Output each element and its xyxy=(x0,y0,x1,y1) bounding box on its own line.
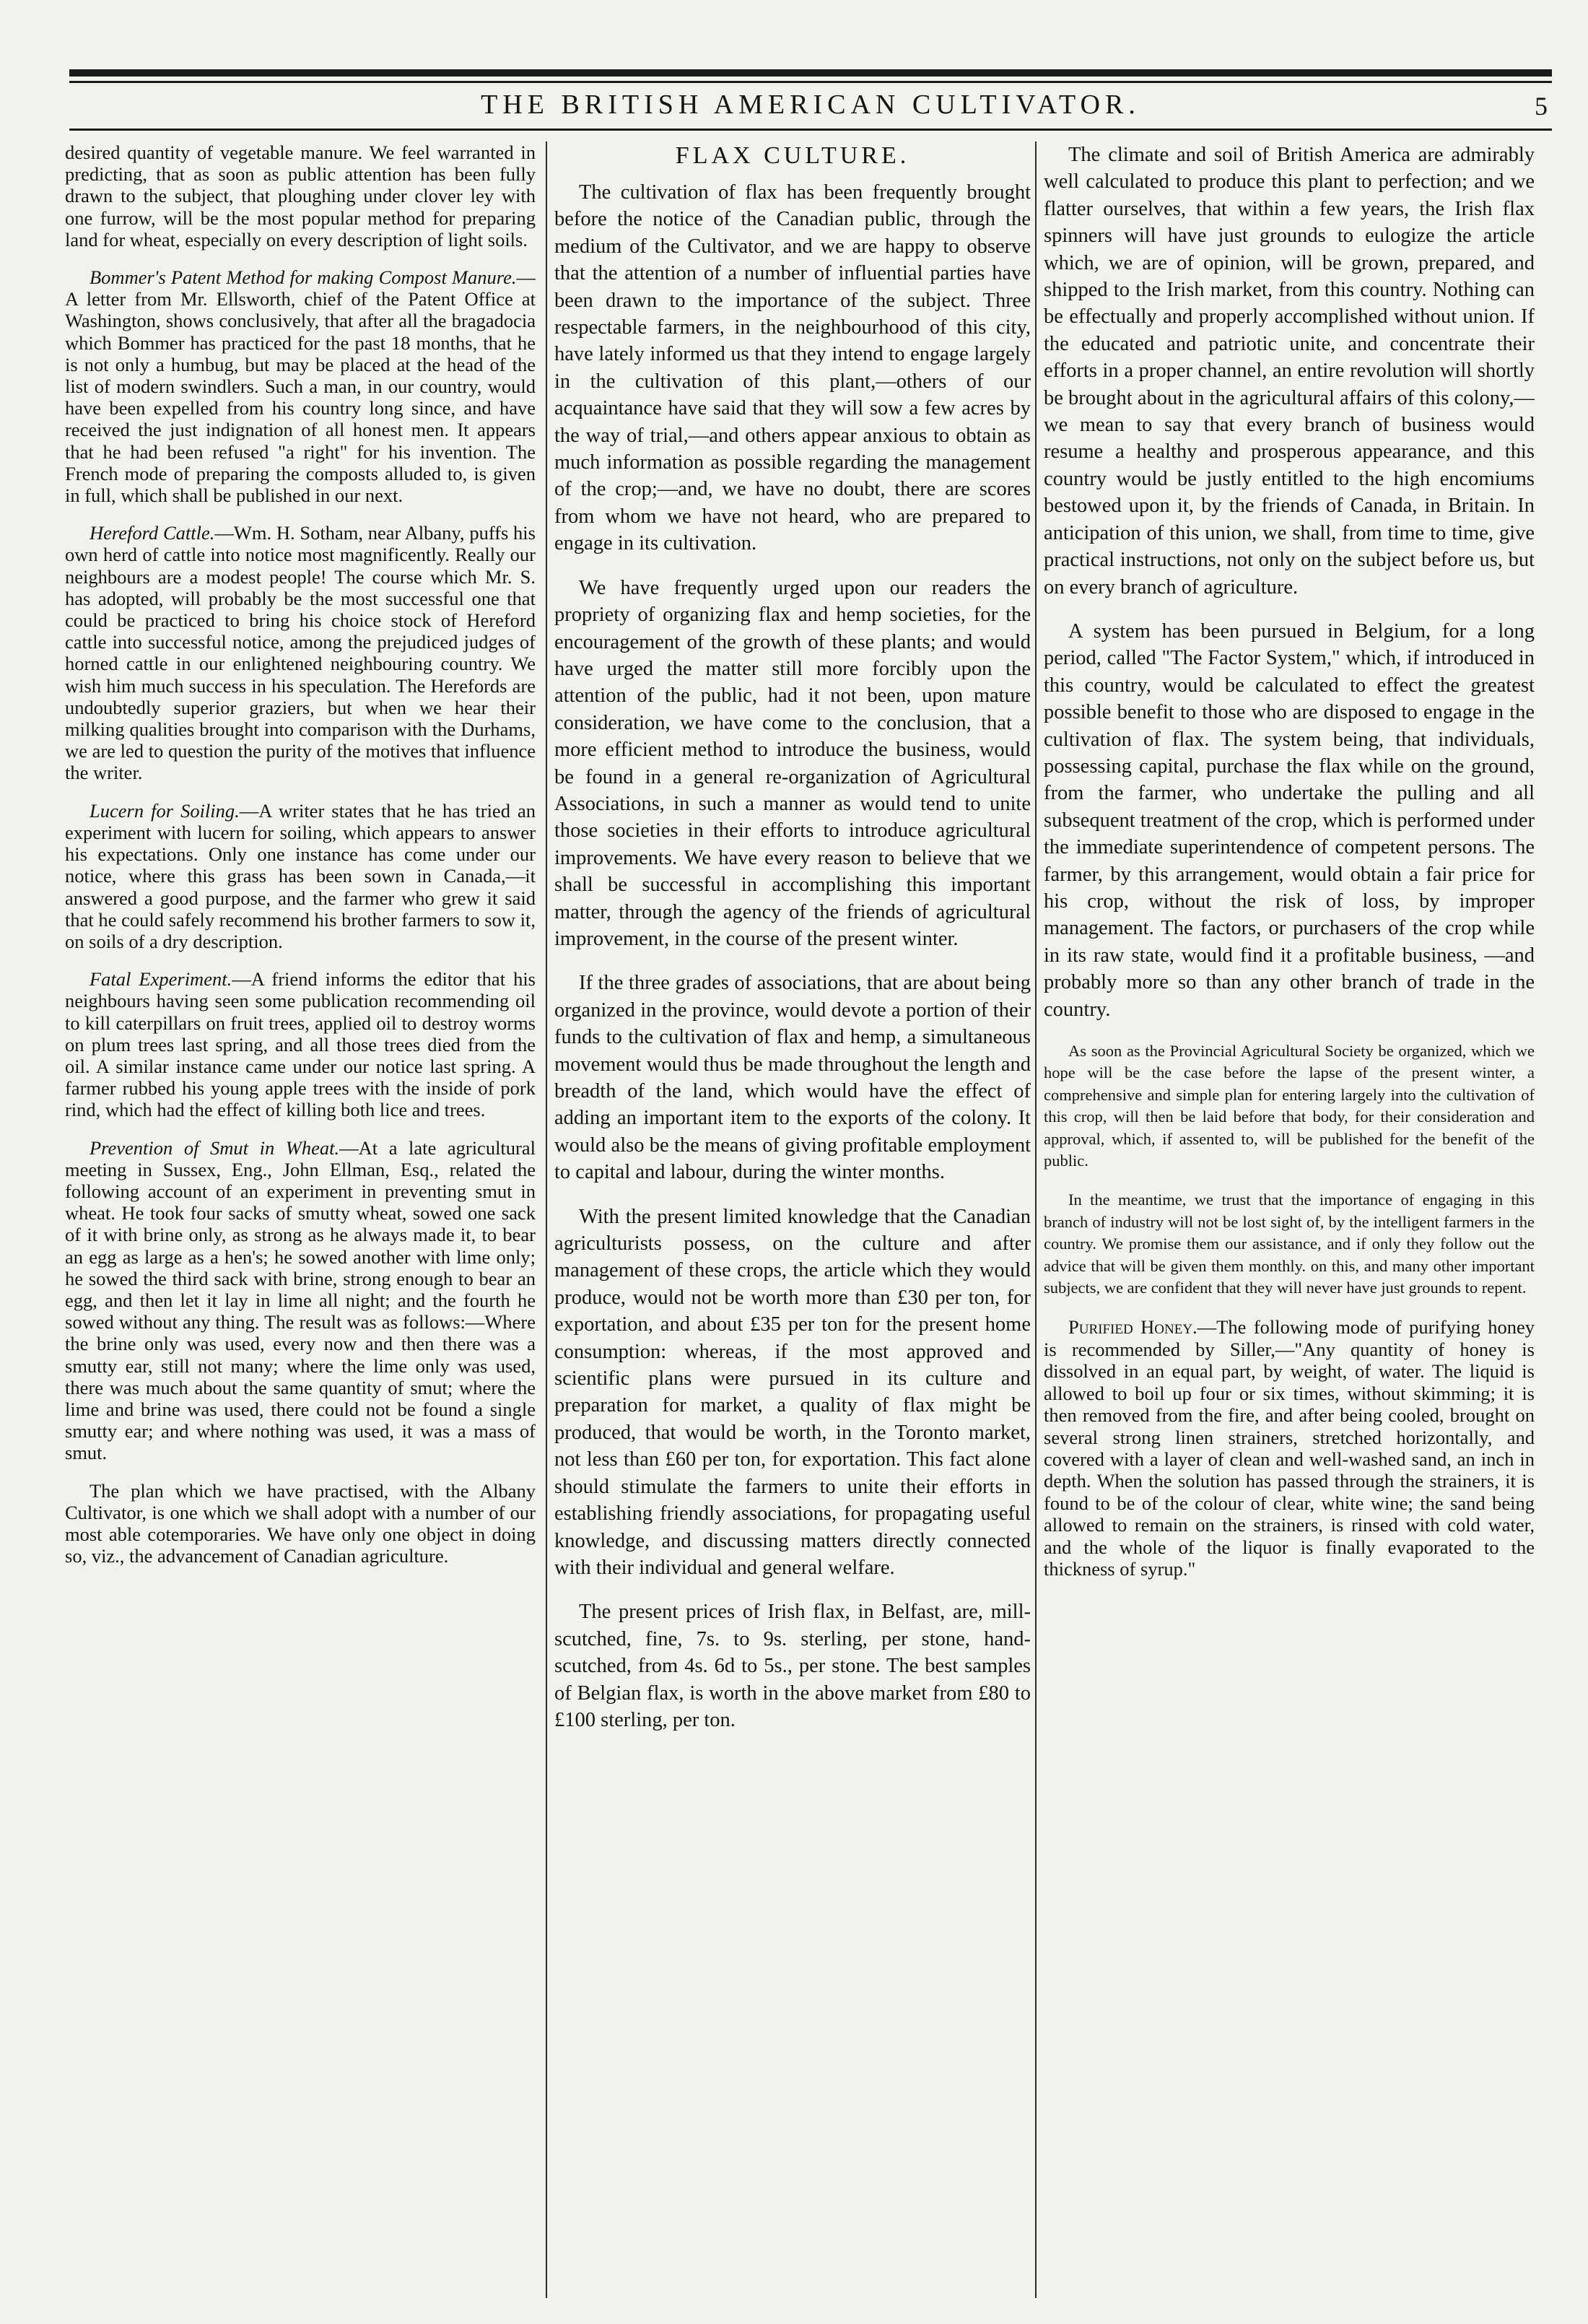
item-title: Bommer's Patent Method for making Compost Manure. xyxy=(90,266,517,289)
column-right xyxy=(1044,142,1535,2302)
flax-paragraph-factor-system: A system has been pursued in Belgium, for a long period, called "The Factor System," which, if introduced in this country, would be calculated to effect the greatest possible benefit to those who are disposed to engage in the cultivation of flax. The system being, that individuals, possessing capital, purchase the flax while on the ground, from the farmer, who undertake the pulling and all subsequent treatment of the crop, which is performed under the immediate superintendence of competent persons. The farmer, by this arrangement, would obtain a fair price for his crop, without the risk of loss, by improper management. The factors, or purchasers of the crop while in its raw state, would find it a profitable business, —and probably more so than any other branch of trade in the country. xyxy=(1044,619,1535,1021)
item-fatal-experiment xyxy=(65,968,536,1120)
item-body: —A friend informs the editor that his neighbours having seen some publication recommending oil to kill caterpillars on fruit trees, applied oil to destroy worms on plum trees last spring, and all those trees died from the oil. A similar instance came under our notice last spring. A farmer rubbed his young apple trees with the inside of pork rind, which had the effect of killing both lice and trees. xyxy=(65,968,536,1121)
column-middle xyxy=(554,142,1031,2302)
item-title: Purified Honey. xyxy=(1068,1316,1197,1339)
notice-meantime: In the meantime, we trust that the importance of engaging in this branch of industry will not be lost sight of, by the intelligent farmers in the country. We promise them our assistance, and if only they follow out the advice that will be given them monthly. on this, and many other important subjects, we are confident that they will never have just grounds to repent. xyxy=(1044,1191,1535,1297)
flax-paragraph-2: We have frequently urged upon our readers the propriety of organizing flax and hemp societies, for the encouragement of the growth of these plants; and would have urged the matter still more forcibly upon the attention of the public, had it not been, upon mature consideration, we have come to the conclusion, that a more efficient method to introduce the business, would be found in a general re-organization of Agricultural Associations, in such a manner as would tend to unite those societies in their efforts to introduce agricultural improvements. We have every reason to believe that we shall be successful in accomplishing this important matter, through the agency of the friends of agricultural improvement, in the course of the present winter. xyxy=(554,576,1031,950)
flax-paragraph-3: If the three grades of associations, that are about being organized in the province, would devote a portion of their funds to the cultivation of flax and hemp, a simultaneous movement would thus be made throughout the length and breadth of the land, which would have the effect of adding an important item to the exports of the colony. It would also be the means of giving profitable employment to capital and labour, during the winter months. xyxy=(554,972,1031,1184)
top-border-thin-rule xyxy=(69,81,1552,83)
item-purified-honey xyxy=(1044,1316,1535,1580)
page-header-title: THE BRITISH AMERICAN CULTIVATOR. xyxy=(481,90,1140,120)
article-heading-flax-culture: FLAX CULTURE. xyxy=(675,142,910,169)
item-body: —A letter from Mr. Ellsworth, chief of the Patent Office at Washington, shows conclusively, that after all the bragadocia which Bommer has practiced for the past 18 months, that he is not only a humbug, but may be placed at the head of the list of modern swindlers. Such a man, in our country, would have been expelled from his country long since, and have received the just indignation of all honest men. It appears that he had been refused "a right" for his invention. The French mode of preparing the composts alluded to, is given in full, which shall be published in our next. xyxy=(65,266,536,507)
item-title: Lucern for Soiling. xyxy=(90,799,240,822)
item-body: —Wm. H. Sotham, near Albany, puffs his own herd of cattle into notice most magnificently. Really our neighbours are a modest people! The course which Mr. S. has adopted, will probably be the most successful one that could be practiced to bring his choice stock of Hereford cattle into successful notice, among the prejudiced judges of horned cattle in our enlightened neighbouring country. We wish him much success in his speculation. The Herefords are undoubtedly superior graziers, but when we hear their milking qualities brought into comparison with the Durhams, we are led to question the purity of the motives that influence the writer. xyxy=(65,522,536,784)
item-body: —A writer states that he has tried an experiment with lucern for soiling, which appears to answer his expectations. Only one instance has come under our notice, where this grass has been sown in Canada,—it answered a good purpose, and the farmer who grew it said that he could safely recommend his brother farmers to sow it, on soils of a dry description. xyxy=(65,799,536,952)
item-bommer-patent xyxy=(65,266,536,506)
item-body: —At a late agricultural meeting in Sussex, Eng., John Ellman, Esq., related the following account of an experiment in preventing smut in wheat. He took four sacks of smutty wheat, sowed one sack of it with brine only, as strong as he always made it, to bear an egg as large as a hen's; he sowed another with lime only; he sowed the third sack with brine, strong enough to bear an egg, and then let it lay in lime all night; and the fourth he sowed without any thing. The result was as follows:—Where the brine only was used, every now and then there was a smutty ear, still not many; where the lime only was used, there was much about the same quantity of smut; where the lime and brine was used, there could not be found a single smutty ear; and where nothing was used, it was a mass of smut. xyxy=(65,1136,536,1464)
item-title: Hereford Cattle. xyxy=(90,522,215,544)
item-body: —The following mode of purifying honey is recommended by Siller,—"Any quantity of honey is dissolved in an equal part, by weight, of water. The liquid is allowed to boil up four or six times, without skimming; it is then removed from the fire, and after being cooled, brought on several strong linen strainers, stretched horizontally, and covered with a layer of clean and well-washed sand, an inch in depth. When the solution has passed through the strainers, it is found to be of the colour of clear, white wine; the sand being allowed to remain on the strainers, is rinsed with cold water, and the whole of the liquor is finally evaporated to the thickness of syrup." xyxy=(1044,1316,1535,1580)
flax-paragraph-4: With the present limited knowledge that the Canadian agriculturists possess, on the culture and after management of these crops, the article which they would produce, would not be worth more than £30 per ton, for exportation, and about £35 per ton for the present home consumption: whereas, if the most approved and scientific plans were pursued in its culture and preparation for market, a quality of flax might be produced, that would be worth, in the Toronto market, not less than £60 per ton, for exportation. This fact alone should stimulate the farmers to unite their efforts in establishing friendly associations, for propagating useful knowledge, and discussing matters directly connected with their individual and general welfare. xyxy=(554,1205,1031,1579)
notice-provincial-society: As soon as the Provincial Agricultural Society be organized, which we hope will be the case before the lapse of the present winter, a comprehensive and simple plan for entering largely into the cultivation of this crop, will then be laid before that body, for their consideration and approval, which, if assented to, will be published for the benefit of the public. xyxy=(1044,1042,1535,1170)
column-divider-2 xyxy=(1035,142,1037,2298)
paragraph-manure-continued: desired quantity of vegetable manure. We feel warranted in predicting, that as soon as public attention has been fully drawn to the subject, that ploughing under clover ley with one furrow, will be the most popular method for preparing land for wheat, especially on every description of light soils. xyxy=(65,142,536,251)
item-title: Fatal Experiment. xyxy=(90,968,232,991)
item-lucern-soiling xyxy=(65,800,536,952)
paragraph-albany-cultivator: The plan which we have practised, with the Albany Cultivator, is one which we shall adopt with a number of our most able cotemporaries. We have only one object in doing so, viz., the advancement of Canadian agriculture. xyxy=(65,1479,536,1567)
page-number: 5 xyxy=(1535,92,1548,121)
item-title: Prevention of Smut in Wheat. xyxy=(90,1136,340,1159)
flax-paragraph-1: The cultivation of flax has been frequently brought before the notice of the Canadian public, through the medium of the Cultivator, and we are happy to observe that the attention of a number of influential parties have been drawn to the importance of the subject. Three respectable farmers, in the neighbourhood of this city, have lately informed us that they intend to engage largely in the cultivation of this plant,—others of our acquaintance have said that they will sow a few acres by the way of trial,—and others appear anxious to obtain as much information as possible regarding the management of the crop;—and, we have no doubt, there are scores from whom we have not heard, who are prepared to engage in its cultivation. xyxy=(554,181,1031,555)
header-rule xyxy=(69,129,1552,131)
top-border-rule xyxy=(69,69,1552,77)
column-divider-1 xyxy=(546,142,547,2298)
item-smut-prevention xyxy=(65,1137,536,1464)
flax-paragraph-5: The present prices of Irish flax, in Belfast, are, mill-scutched, fine, 7s. to 9s. sterling, per stone, hand-scutched, from 4s. 6d to 5s., per stone. The best samples of Belgian flax, is worth in the above market from £80 to £100 sterling, per ton. xyxy=(554,1601,1031,1731)
flax-paragraph-6: The climate and soil of British America are admirably well calculated to produce this plant to perfection; and we flatter ourselves, that within a few years, the Irish flax spinners will have just grounds to eulogize the article which, we are of opinion, will be grown, prepared, and shipped to the Irish market, from this country. Nothing can be effectually and properly accomplished without union. If the educated and patriotic unite, and concentrate their efforts in a proper channel, an entire revolution will shortly be brought about in the agricultural affairs of this colony,—we mean to say that every branch of business would resume a healthy and prosperous appearance, and this country would be justly entitled to the high encomiums bestowed upon it, by the friends of Canada, in Britain. In anticipation of this union, we shall, from time to time, give practical instructions, not only on the subject before us, but on every branch of agriculture. xyxy=(1044,144,1535,599)
item-hereford-cattle xyxy=(65,522,536,783)
column-left xyxy=(65,142,536,2302)
